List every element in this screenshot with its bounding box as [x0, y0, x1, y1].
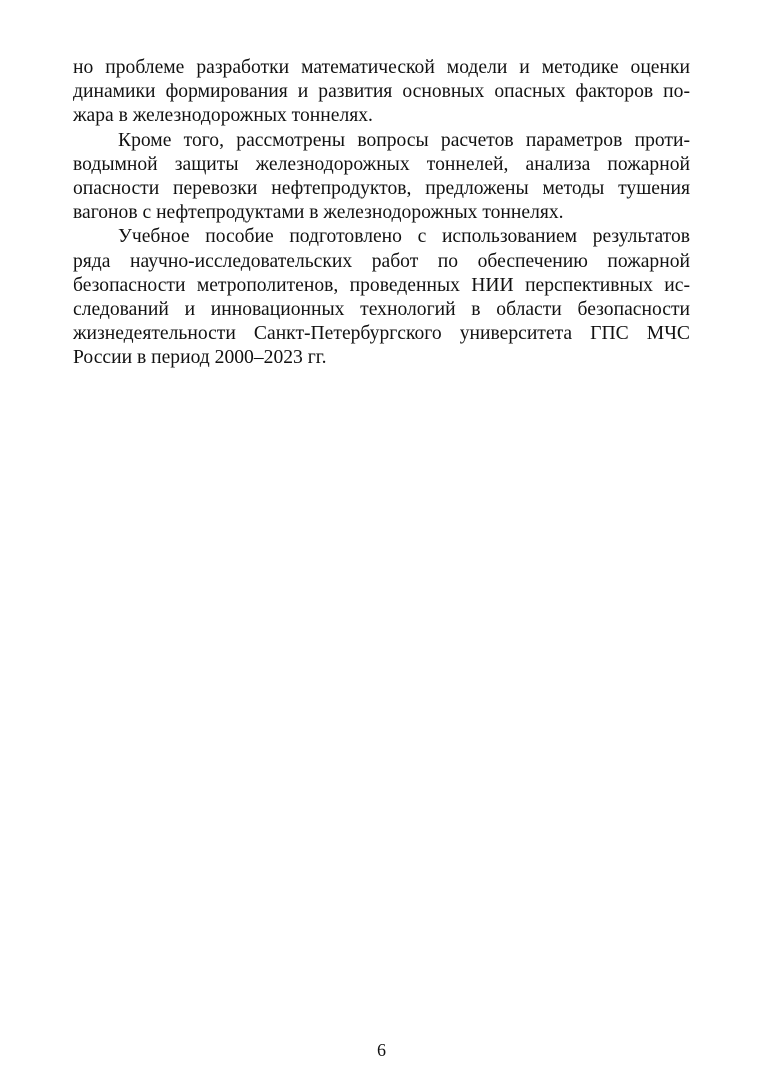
paragraph [73, 129, 690, 226]
text-line: динамики формирования и развития основных опасных факторов по- [73, 81, 690, 103]
text-line: жизнедеятельности Санкт-Петербургского университета ГПС МЧС [73, 323, 690, 345]
text-line: Учебное пособие подготовлено с использованием результатов [118, 226, 690, 248]
text-line: но проблеме разработки математической модели и методике оценки [73, 57, 690, 78]
text-line: ряда научно-исследовательских работ по обеспечению пожарной [73, 250, 690, 272]
text-line: России в период 2000–2023 гг. [73, 347, 327, 369]
text-line: безопасности метрополитенов, проведенных НИИ перспективных ис- [73, 274, 690, 296]
body-text [73, 56, 690, 370]
text-line: следований и инновационных технологий в области безопасности [73, 298, 690, 320]
paragraph [73, 225, 690, 370]
text-line: водымной защиты железнодорожных тоннелей, анализа пожарной [73, 153, 690, 175]
text-line: опасности перевозки нефтепродуктов, предложены методы тушения [73, 177, 690, 199]
text-line: Кроме того, рассмотрены вопросы расчетов параметров проти- [118, 129, 690, 151]
text-line: вагонов с нефтепродуктами в железнодорожных тоннелях. [73, 202, 564, 224]
paragraph [73, 56, 690, 129]
text-line: жара в железнодорожных тоннелях. [73, 105, 373, 127]
page-number: 6 [377, 1040, 386, 1060]
